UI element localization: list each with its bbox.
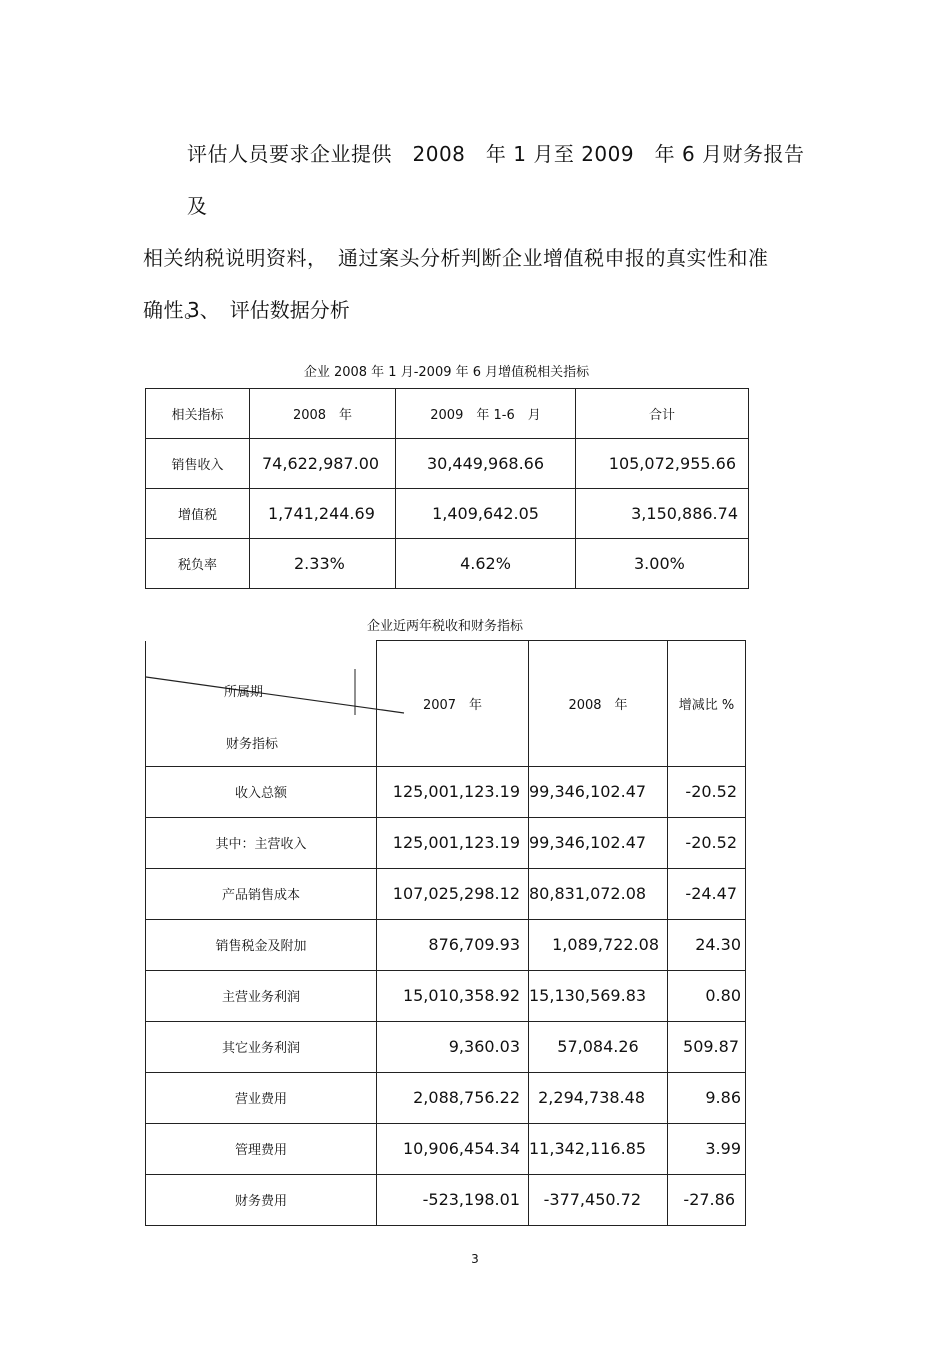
row-label: 税负率 bbox=[146, 539, 250, 589]
cell-value: 105,072,955.66 bbox=[576, 439, 749, 489]
cell-value: 509.87 bbox=[668, 1021, 746, 1072]
diagonal-header-cell bbox=[146, 641, 377, 767]
table-row bbox=[146, 970, 746, 1021]
row-label: 管理费用 bbox=[146, 1123, 377, 1174]
cell-value: 125,001,123.19 bbox=[377, 766, 529, 817]
header-cell: 相关指标 bbox=[146, 389, 250, 439]
cell-value: 30,449,968.66 bbox=[396, 439, 576, 489]
table1-caption: 企业 2008 年 1 月-2009 年 6 月增值税相关指标 bbox=[303, 365, 590, 380]
cell-value: 4.62% bbox=[396, 539, 576, 589]
table-row bbox=[146, 868, 746, 919]
paragraph-line-1: 评估人员要求企业提供 2008 年 1 月至 2009 年 6 月财务报告及 bbox=[187, 142, 805, 218]
vat-indicator-table bbox=[145, 388, 749, 589]
cell-value: -377,450.72 bbox=[529, 1174, 668, 1225]
cell-value: -27.86 bbox=[668, 1174, 746, 1225]
corner-label-indicator: 财务指标 bbox=[226, 736, 279, 752]
cell-value: 1,741,244.69 bbox=[250, 489, 396, 539]
cell-value: 2,088,756.22 bbox=[377, 1072, 529, 1123]
cell-value: 125,001,123.19 bbox=[377, 817, 529, 868]
row-label: 主营业务利润 bbox=[146, 970, 377, 1021]
table-header-row bbox=[146, 641, 746, 767]
cell-value: 11,342,116.85 bbox=[529, 1123, 668, 1174]
cell-value: 107,025,298.12 bbox=[377, 868, 529, 919]
header-cell: 2008 年 bbox=[250, 389, 396, 439]
cell-value: 15,010,358.92 bbox=[377, 970, 529, 1021]
row-label: 收入总额 bbox=[146, 766, 377, 817]
cell-value: -24.47 bbox=[668, 868, 746, 919]
row-label: 增值税 bbox=[146, 489, 250, 539]
cell-value: 1,089,722.08 bbox=[529, 919, 668, 970]
table-row bbox=[146, 1021, 746, 1072]
row-label: 销售收入 bbox=[146, 439, 250, 489]
paragraph-line-3: 确性。 bbox=[143, 298, 205, 322]
row-label: 销售税金及附加 bbox=[146, 919, 377, 970]
row-label: 产品销售成本 bbox=[146, 868, 377, 919]
table-row bbox=[146, 766, 746, 817]
table2-caption: 企业近两年税收和财务指标 bbox=[366, 619, 523, 634]
table-row bbox=[146, 1072, 746, 1123]
cell-value: 1,409,642.05 bbox=[396, 489, 576, 539]
cell-value: 3.99 bbox=[668, 1123, 746, 1174]
cell-value: 80,831,072.08 bbox=[529, 868, 668, 919]
cell-value: 9.86 bbox=[668, 1072, 746, 1123]
cell-value: 57,084.26 bbox=[529, 1021, 668, 1072]
row-label: 其它业务利润 bbox=[146, 1021, 377, 1072]
table-row bbox=[146, 817, 746, 868]
paragraph-line-2: 相关纳税说明资料， 通过案头分析判断企业增值税申报的真实性和准 bbox=[143, 246, 769, 270]
cell-value: 3.00% bbox=[576, 539, 749, 589]
row-label: 营业费用 bbox=[146, 1072, 377, 1123]
cell-value: 2.33% bbox=[250, 539, 396, 589]
cell-value: 99,346,102.47 bbox=[529, 766, 668, 817]
cell-value: -523,198.01 bbox=[377, 1174, 529, 1225]
financial-indicator-table bbox=[145, 640, 746, 1226]
cell-value: 99,346,102.47 bbox=[529, 817, 668, 868]
cell-value: 3,150,886.74 bbox=[576, 489, 749, 539]
cell-value: 0.80 bbox=[668, 970, 746, 1021]
cell-value: 2,294,738.48 bbox=[529, 1072, 668, 1123]
table-row bbox=[146, 919, 746, 970]
table-row bbox=[146, 489, 749, 539]
header-cell: 2007 年 bbox=[377, 641, 529, 767]
cell-value: -20.52 bbox=[668, 766, 746, 817]
cell-value: 24.30 bbox=[668, 919, 746, 970]
header-cell: 合计 bbox=[576, 389, 749, 439]
table-row bbox=[146, 1123, 746, 1174]
section-heading: 3、 评估数据分析 bbox=[187, 298, 350, 322]
header-cell: 增减比 % bbox=[668, 641, 746, 767]
page-number: 3 bbox=[471, 1252, 479, 1266]
cell-value: 876,709.93 bbox=[377, 919, 529, 970]
row-label: 财务费用 bbox=[146, 1174, 377, 1225]
table-row bbox=[146, 1174, 746, 1225]
corner-label-period: 所属期 bbox=[224, 684, 264, 700]
header-cell: 2009 年 1-6 月 bbox=[396, 389, 576, 439]
table-row bbox=[146, 539, 749, 589]
row-label: 其中：主营收入 bbox=[146, 817, 377, 868]
table-row bbox=[146, 439, 749, 489]
diagonal-divider bbox=[146, 641, 406, 721]
cell-value: 9,360.03 bbox=[377, 1021, 529, 1072]
cell-value: 74,622,987.00 bbox=[250, 439, 396, 489]
cell-value: 15,130,569.83 bbox=[529, 970, 668, 1021]
cell-value: -20.52 bbox=[668, 817, 746, 868]
cell-value: 10,906,454.34 bbox=[377, 1123, 529, 1174]
table-header-row bbox=[146, 389, 749, 439]
header-cell: 2008 年 bbox=[529, 641, 668, 767]
